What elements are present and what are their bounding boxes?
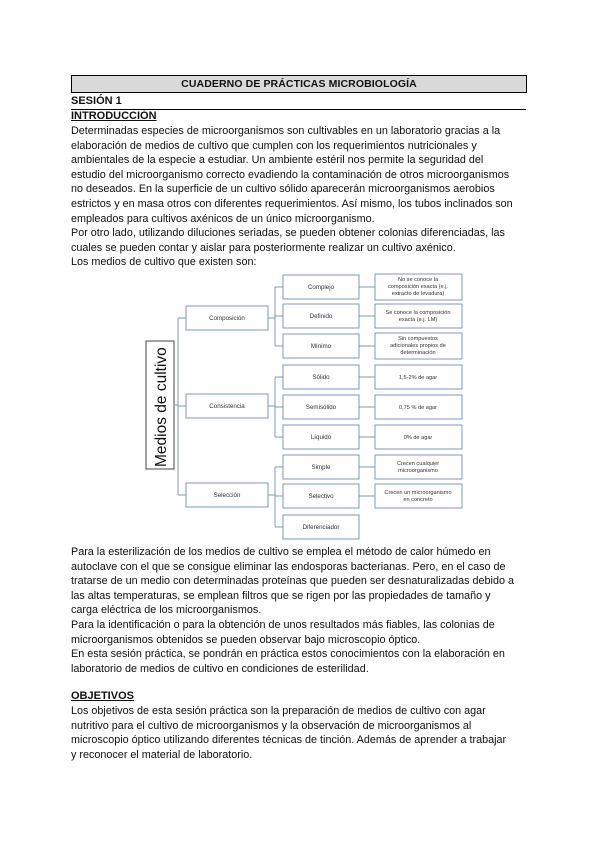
objectives-line: nutritivo para el cultivo de microorganismos y la observación de microorganismos al <box>71 719 472 732</box>
diagram-child-label: Mínimo <box>310 343 332 350</box>
sterilization-line: microorganismos obtenidos se pueden observar bajo microscopio óptico. <box>71 633 421 646</box>
intro-line: no deseados. En la superficie de un cultivo sólido aparecerán microorganismos aerobios <box>71 183 495 196</box>
diagram-detail-line: Se conoce la composición <box>385 310 451 316</box>
objectives-line: y reconocer el material de laboratorio. <box>71 748 253 761</box>
diagram-detail-line: exacta (e.j. LM) <box>398 317 438 323</box>
objectives-line: Los objetivos de esta sesión práctica son la preparación de medios de cultivo con agar <box>71 705 486 717</box>
intro-line: estudio del microorganismo correcto evadiendo la contaminación de otros microorganismos <box>71 168 510 181</box>
diagram-detail-line: microorganismo <box>398 468 438 474</box>
session-label: SESIÓN 1 <box>71 95 122 107</box>
diagram-child-label: Selectivo <box>308 493 334 500</box>
diagram-detail-box <box>375 304 462 328</box>
diagram-detail-line: determinación <box>400 350 436 356</box>
objectives-line: microscopio óptico utilizando diferentes técnicas de tinción. Además de aprender a trabajar <box>71 734 507 747</box>
sterilization-line: carga eléctrica de los microorganismos. <box>71 604 262 617</box>
sterilization-line: autoclave con el que se consigue eliminar las endosporas bacterianas. Pero, en el caso de <box>71 560 506 573</box>
diagram-detail-line: 0,75 % de agar <box>399 405 437 411</box>
diagram-child-label: Sólido <box>312 374 330 381</box>
sterilization-line: las altas temperaturas, se emplean filtros que se rigen por las propiedades de tamaño y <box>71 589 491 602</box>
objectives-heading: OBJETIVOS <box>71 690 134 702</box>
diagram-detail-line: adicionales propios de <box>390 343 446 349</box>
diagram-detail-line: Sin compuestos <box>398 336 438 342</box>
intro-line: elaboración de medios de cultivo que cumplen con los requerimientos nutricionales y <box>71 139 477 152</box>
diagram-child-label: Simple <box>311 464 331 471</box>
intro-line: Los medios de cultivo que existen son: <box>71 256 257 269</box>
diagram-detail-line: 1,5-2% de agar <box>398 375 438 381</box>
diagram-group-label: Consistencia <box>209 403 245 410</box>
sterilization-line: tratarse de un medio con determinadas proteínas que pueden ser desnaturalizadas debido a <box>71 575 514 588</box>
intro-line: Por otro lado, utilizando diluciones seriadas, se pueden obtener colonias diferenciadas, las <box>71 227 505 240</box>
diagram-detail-line: Crecen cualquier <box>396 461 440 467</box>
diagram-detail-box <box>375 484 462 508</box>
objectives-paragraph <box>71 704 531 762</box>
sterilization-line: Para la identificación o para la obtención de unos resultados más fiables, las colonias de <box>71 618 495 631</box>
diagram-child-label: Definido <box>309 313 333 320</box>
page-title: CUADERNO DE PRÁCTICAS MICROBIOLOGÍA <box>71 75 527 93</box>
diagram-detail-box <box>375 455 462 479</box>
diagram-child-label: Diferenciador <box>302 524 340 531</box>
sterilization-line: laboratorio de medios de cultivo en condiciones de esterilidad. <box>71 662 369 675</box>
intro-line: estrictos y en masa otros con diferentes requerimientos. Así mismo, los tubos inclinados son <box>71 197 513 210</box>
diagram-detail-line: composición exacta (e.j. <box>387 284 449 290</box>
intro-heading: INTRODUCCIÓN <box>71 110 157 122</box>
intro-line: empleados para cultivos axénicos de un único microorganismo. <box>71 212 375 225</box>
intro-line: ambientales de la especie a estudiar. Un ambiente estéril nos permite la seguridad del <box>71 154 484 167</box>
intro-line: Determinadas especies de microorganismos son cultivables en un laboratorio gracias a la <box>71 125 501 137</box>
diagram-root-label: Medios de cultivo <box>153 347 170 467</box>
sterilization-paragraph <box>71 545 531 676</box>
diagram-child-label: Líquido <box>310 434 332 441</box>
sterilization-line: En esta sesión práctica, se pondrán en práctica estos conocimientos con la elaboración en <box>71 648 505 661</box>
diagram-detail-line: en concreto <box>403 497 433 503</box>
diagram-group-label: Selección <box>213 492 241 499</box>
intro-line: cuales se pueden contar y aislar para posteriormente realizar un cultivo axénico. <box>71 241 456 254</box>
diagram-detail-line: 0% de agar <box>403 435 433 441</box>
diagram-detail-line: extracto de levadura) <box>391 291 445 297</box>
diagram-detail-line: Crecen un microorganismo <box>384 490 452 496</box>
diagram-child-label: Complejo <box>307 284 335 291</box>
sterilization-line: Para la esterilización de los medios de cultivo se emplea el método de calor húmedo en <box>71 546 491 558</box>
diagram-detail-line: No se conoce la <box>397 277 439 283</box>
diagram-group-label: Composición <box>209 315 245 322</box>
diagram-child-label: Semisólido <box>305 404 337 411</box>
